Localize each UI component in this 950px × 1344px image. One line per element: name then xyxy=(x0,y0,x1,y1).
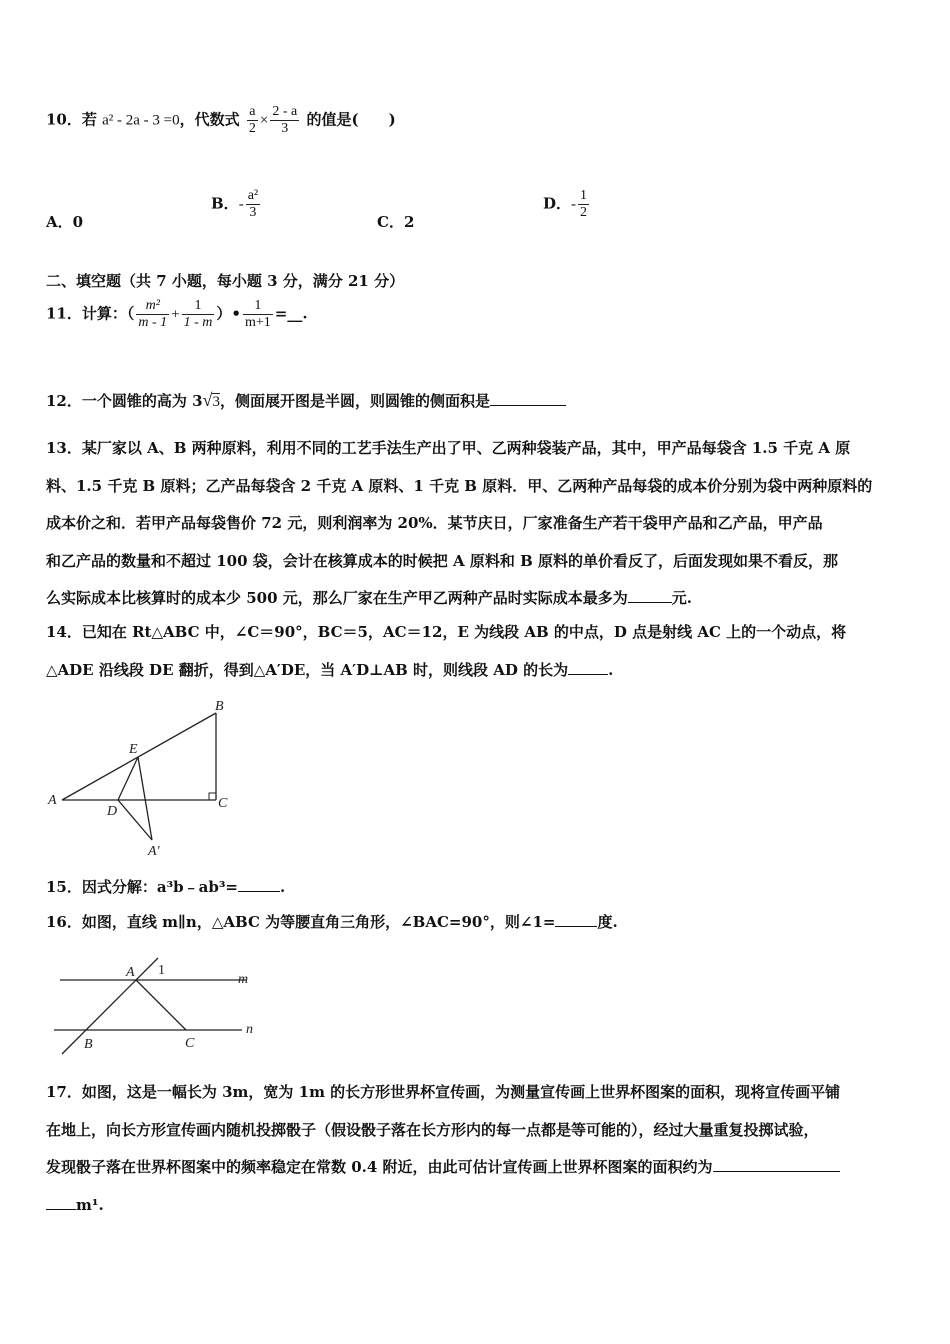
q17-line: 17．如图，这是一幅长为 3m，宽为 1m 的长方形世界杯宣传画，为测量宣传画上世界杯图案的面积，现将宣传画平铺 xyxy=(46,1083,841,1101)
q10-option-d: D．- $\frac{1}{2}$ xyxy=(543,188,588,220)
q11-fraction-1: $\frac{\text{m²}}{m - 1}$ xyxy=(138,298,168,330)
q10-stem: 10．若 a² - 2a - 3 =0，代数式 $\frac{a}{2}$ × $\frac{2 - a}{3}$ 的值是( ) xyxy=(46,104,396,136)
q17-line: 在地上，向长方形宣传画内随机投掷骰子（假设骰子落在长方形内的每一点都是等可能的），经过大量重复投掷试验， xyxy=(46,1120,819,1139)
q16-figure xyxy=(46,950,261,1060)
fig16-label-a: A xyxy=(126,965,135,980)
q13-paragraph xyxy=(46,430,908,618)
q10-fraction-2: $\frac{2 - a}{3}$ xyxy=(272,104,298,136)
q13-answer-blank xyxy=(628,588,672,603)
fig16-label-1: 1 xyxy=(158,963,165,978)
fig14-label-b: B xyxy=(215,699,224,714)
fig16-label-b: B xyxy=(84,1037,93,1052)
q10-option-b: B．- $\frac{\text{a²}}{3}$ xyxy=(211,188,259,220)
q11-fraction-3: $\frac{1}{m+1}$ xyxy=(245,298,271,330)
q17-answer-blank-2 xyxy=(46,1195,76,1210)
q10-equation: a² - 2a - 3 =0 xyxy=(102,112,180,129)
fig16-label-c: C xyxy=(185,1036,195,1051)
sqrt-symbol: √ xyxy=(202,390,213,410)
q14-figure xyxy=(40,695,240,860)
q14-line-2: △ADE 沿线段 DE 翻折，得到△A′DE，当 A′D⊥AB 时，则线段 AD 的长为 . xyxy=(46,661,614,679)
q17-answer-blank xyxy=(713,1157,840,1172)
q16-stem: 16．如图，直线 m∥n，△ABC 为等腰直角三角形，∠BAC=90°，则∠1= 度. xyxy=(46,913,618,931)
section-title: 二、填空题（共 7 小题，每小题 3 分，满分 21 分） xyxy=(46,272,405,290)
q17-line: 发现骰子落在世界杯图案中的频率稳定在常数 0.4 附近，由此可估计宣传画上世界杯图案的面积约为 xyxy=(46,1149,908,1187)
q12-stem: 12．一个圆锥的高为 3√3，侧面展开图是半圆，则圆锥的侧面积是 xyxy=(46,390,566,411)
q17-paragraph xyxy=(46,1074,908,1224)
q13-line: 么实际成本比核算时的成本少 500 元，那么厂家在生产甲乙两种产品时实际成本最多为 元. xyxy=(46,589,692,607)
fig14-label-a-prime: A′ xyxy=(148,844,160,859)
q15-answer-blank xyxy=(238,877,280,892)
q17-line: m¹. xyxy=(46,1187,908,1225)
fig14-label-e: E xyxy=(129,742,138,757)
q13-line: 料、1.5 千克 B 原料；乙产品每袋含 2 千克 A 原料、1 千克 B 原料．甲、乙两种产品每袋的成本价分别为袋中两种原料的 xyxy=(46,476,873,495)
q10-fraction-1: $\frac{a}{2}$ xyxy=(248,104,256,136)
q15-stem: 15．因式分解：a³b﹣ab³= . xyxy=(46,878,286,896)
q16-answer-blank xyxy=(555,912,597,927)
q13-line: 成本价之和．若甲产品每袋售价 72 元，则利润率为 20%．某节庆日，厂家准备生产若干袋甲产品和乙产品，甲产品 xyxy=(46,514,823,532)
q10-number: 10． xyxy=(46,110,82,129)
q14-answer-blank xyxy=(568,660,608,675)
q14-line-1: 14．已知在 Rt△ABC 中，∠C＝90°，BC＝5，AC＝12，E 为线段 AB 的中点，D 点是射线 AC 上的一个动点，将 xyxy=(46,623,847,641)
fig14-label-d: D xyxy=(107,804,118,819)
fig16-label-n: n xyxy=(246,1022,253,1037)
fig14-label-c: C xyxy=(218,796,228,811)
fig14-label-a: A xyxy=(48,793,57,808)
q10-option-a: A．0 xyxy=(46,213,84,231)
q12-answer-blank xyxy=(490,391,566,406)
q10-option-c: C．2 xyxy=(377,213,415,231)
q13-line: 和乙产品的数量和不超过 100 袋，会计在核算成本的时候把 A 原料和 B 原料的单价看反了，后面发现如果不看反，那 xyxy=(46,551,838,570)
q11-stem: 11．计算：（ $\frac{\text{m²}}{m - 1}$ + $\frac{1}{1 - m}$ ）• $\frac{1}{m+1}$ =__. xyxy=(46,298,308,330)
fig16-label-m: m xyxy=(238,972,249,987)
q13-line: 13．某厂家以 A、B 两种原料，利用不同的工艺手法生产出了甲、乙两种袋装产品，其中，甲产品每袋含 1.5 千克 A 原 xyxy=(46,439,851,457)
q11-fraction-2: $\frac{1}{1 - m}$ xyxy=(183,298,213,330)
